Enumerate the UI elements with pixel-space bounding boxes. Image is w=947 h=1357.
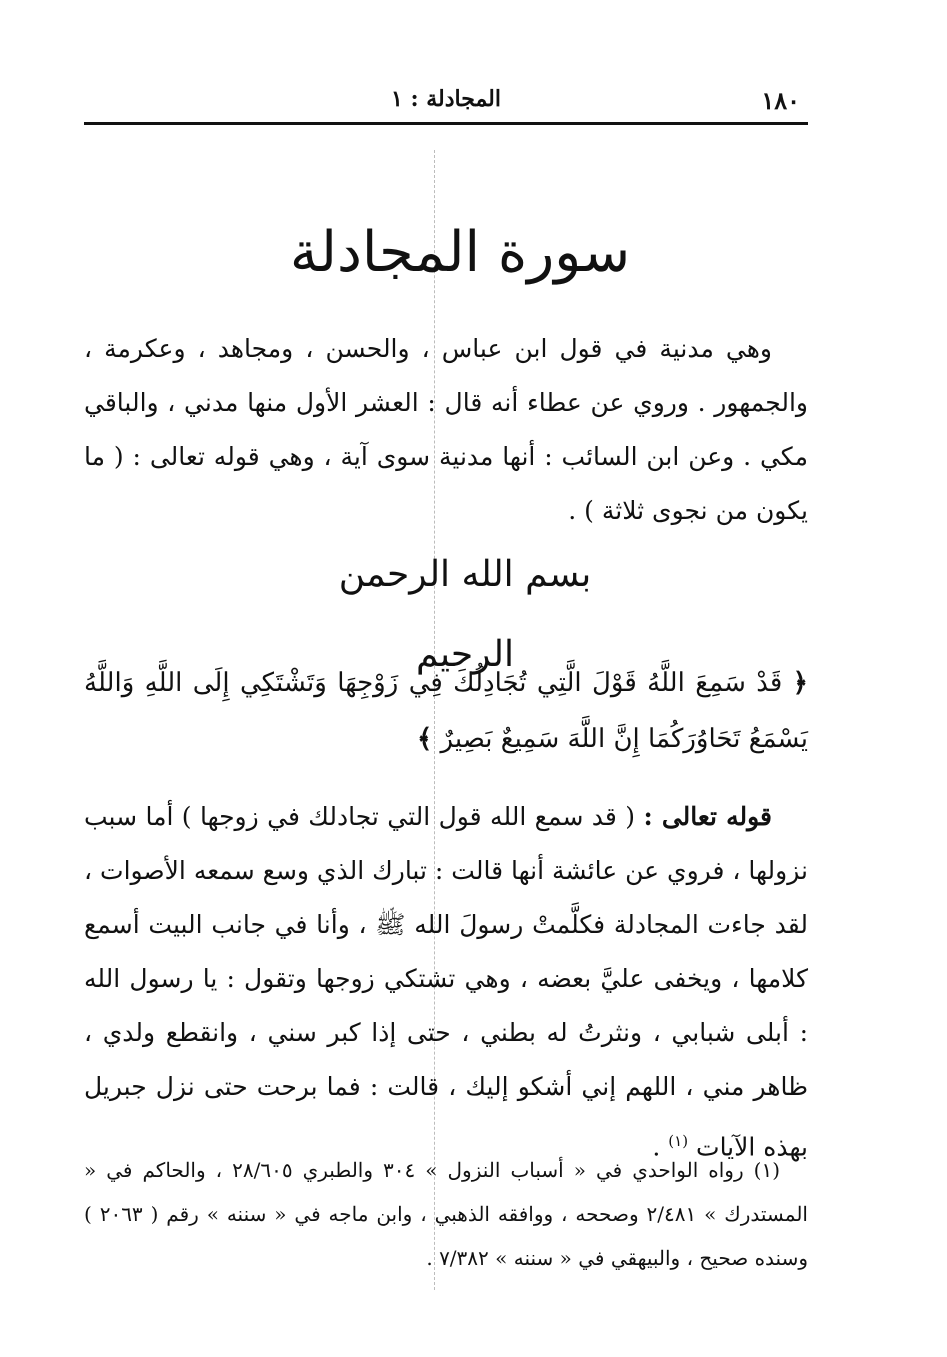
page-number: ١٨٠ bbox=[761, 86, 800, 115]
footnote: (١) رواه الواحدي في « أسباب النزول » ٣٠٤ والطبري ٢٨/٦٠٥ ، والحاكم في « المستدرك » ٢/٤٨١ وصححه ، ووافقه الذهبي ، وابن ماجه في « سننه » رقم ( ٢٠٦٣ ) وسنده صحيح ، والبيهقي في « سننه » ٧/٣٨٢ . bbox=[84, 1158, 808, 1270]
footnotes bbox=[84, 1148, 808, 1280]
intro-paragraph: وهي مدنية في قول ابن عباس ، والحسن ، ومجاهد ، وعكرمة ، والجمهور . وروي عن عطاء أنه قال : العشر الأول منها مدني ، والباقي مكي . وعن ابن السائب : أنها مدنية سوى آية ، وهي قوله تعالى : ( ما يكون من نجوى ثلاثة ) . bbox=[84, 334, 808, 525]
commentary-lead: قوله تعالى : bbox=[643, 802, 772, 831]
quran-verse bbox=[84, 655, 808, 767]
commentary-end: . bbox=[652, 1132, 669, 1162]
running-title: المجادلة : ١ bbox=[390, 86, 501, 112]
commentary-text: ( قد سمع الله قول التي تجادلك في زوجها ) أما سبب نزولها ، فروي عن عائشة أنها قالت : تبارك الذي وسع سمعه الأصوات ، لقد جاءت المجادلة فكلَّمتْ رسولَ الله ﷺ ، وأنا في جانب البيت أسمع كلامها ، ويخفى عليَّ بعضه ، وهي تشتكي زوجها وتقول : يا رسول الله : أبلى شبابي ، ونثرتُ له بطني ، حتى إذا كبر سني ، وانقطع ولدي ، ظاهر مني ، اللهم إني أشكو إليك ، قالت : فما برحت حتى نزل جبريل بهذه الآيات bbox=[84, 802, 808, 1162]
footnote-reference: (١) bbox=[668, 1132, 689, 1150]
commentary bbox=[84, 790, 808, 1174]
basmala: بسم الله الرحمن الرحيم bbox=[338, 554, 592, 675]
verse-text: قَدْ سَمِعَ اللَّهُ قَوْلَ الَّتِي تُجَادِلُكَ فِي زَوْجِهَا وَتَشْتَكِي إِلَى اللَّهِ وَاللَّهُ يَسْمَعُ تَحَاوُرَكُمَا إِنَّ اللَّهَ سَمِيعٌ بَصِيرٌ bbox=[84, 668, 808, 754]
verse-paragraph bbox=[84, 655, 808, 767]
verse-open-bracket: ﴿ bbox=[792, 668, 808, 698]
commentary-paragraph bbox=[84, 790, 808, 1174]
page-header bbox=[84, 80, 808, 120]
header-rule bbox=[84, 122, 808, 125]
surah-title: سورة المجادلة bbox=[289, 220, 631, 285]
verse-close-bracket: ﴾ bbox=[417, 724, 433, 754]
surah-introduction bbox=[84, 322, 808, 538]
